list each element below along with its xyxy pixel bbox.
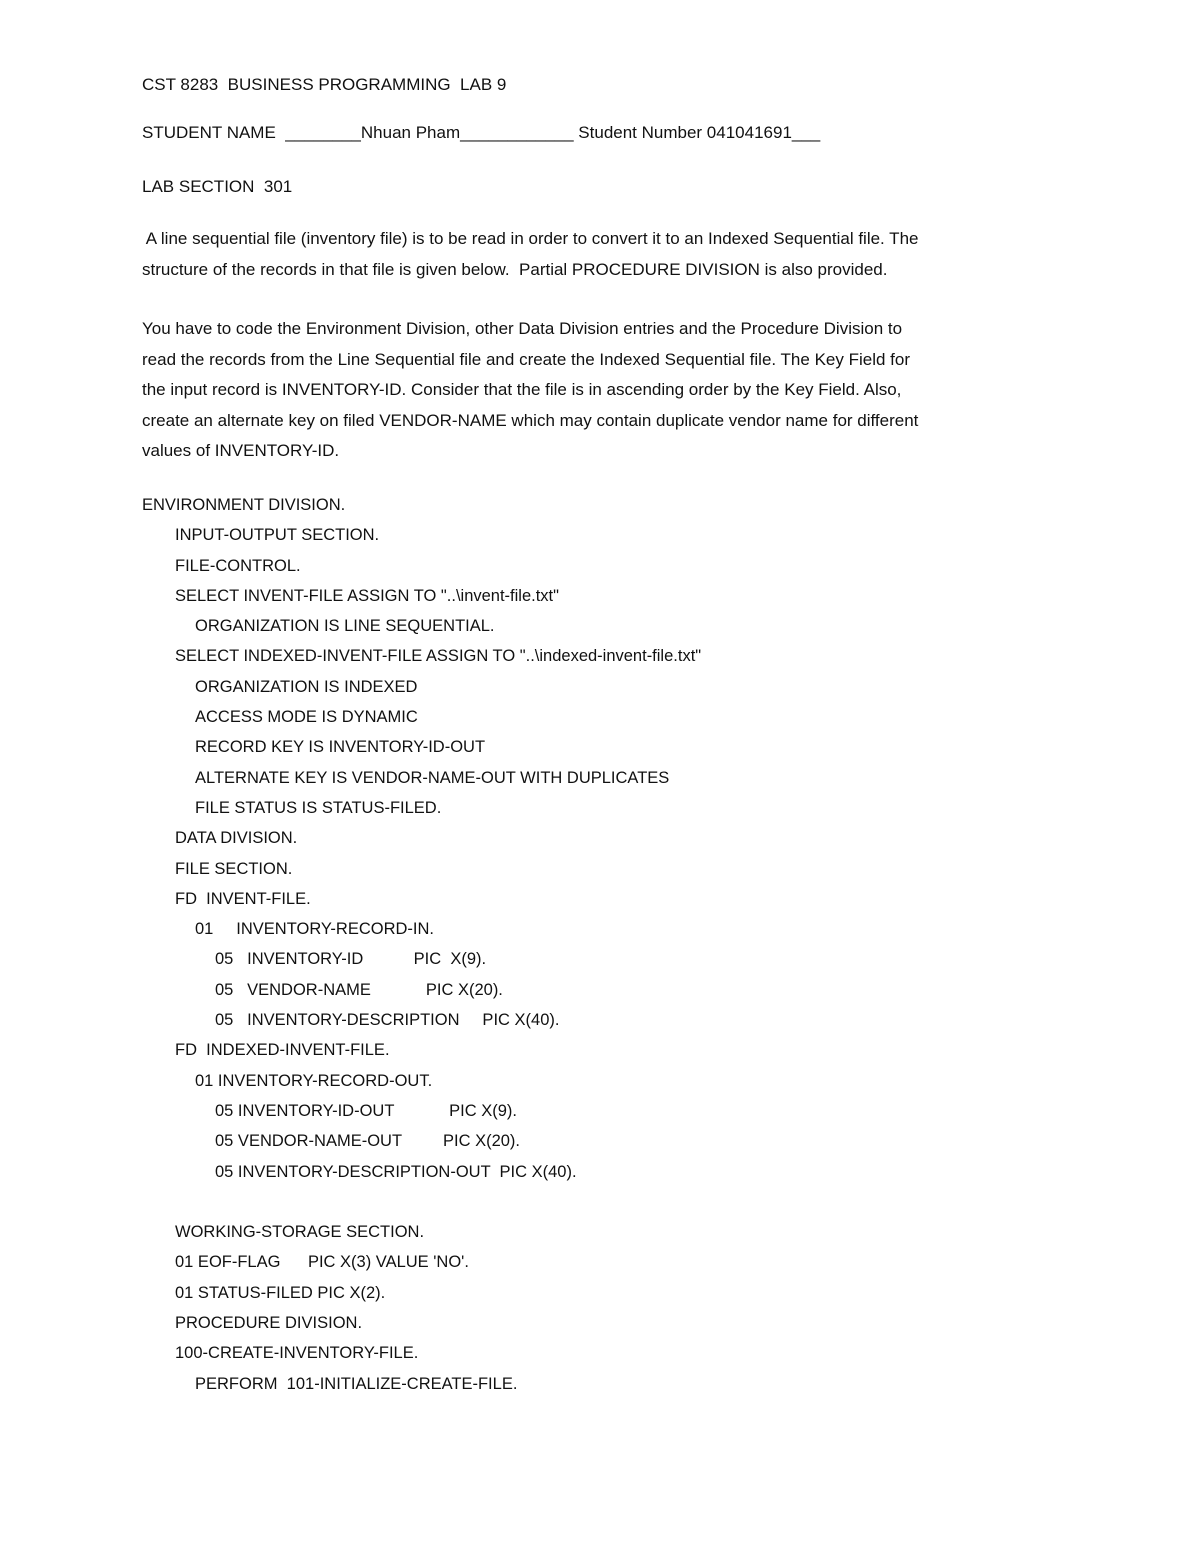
code-line: ACCESS MODE IS DYNAMIC — [195, 708, 418, 727]
document-title: CST 8283 BUSINESS PROGRAMMING LAB 9 — [142, 75, 507, 94]
intro-paragraph-2-line-4: create an alternate key on filed VENDOR-NAME which may contain duplicate vendor name for different — [142, 411, 919, 430]
code-line: INPUT-OUTPUT SECTION. — [175, 526, 380, 545]
cobol-code-listing — [142, 490, 701, 1399]
code-line: ORGANIZATION IS INDEXED — [195, 677, 418, 696]
code-line: 01 STATUS-FILED PIC X(2). — [175, 1283, 386, 1302]
code-blank-line — [142, 1187, 701, 1217]
code-line: 01 EOF-FLAG PIC X(3) VALUE 'NO'. — [175, 1253, 469, 1272]
code-line: FD INDEXED-INVENT-FILE. — [175, 1041, 390, 1060]
intro-paragraph-1-line-2: structure of the records in that file is given below. Partial PROCEDURE DIVISION is also provided. — [142, 260, 888, 279]
code-line: ORGANIZATION IS LINE SEQUENTIAL. — [195, 617, 495, 636]
code-line: 05 INVENTORY-ID PIC X(9). — [215, 950, 487, 969]
code-line: ALTERNATE KEY IS VENDOR-NAME-OUT WITH DUPLICATES — [195, 768, 670, 787]
intro-paragraph-2-line-3: the input record is INVENTORY-ID. Consider that the file is in ascending order by the Key Field. Also, — [142, 380, 902, 399]
code-line: 05 INVENTORY-DESCRIPTION PIC X(40). — [215, 1011, 560, 1030]
code-line: FD INVENT-FILE. — [175, 889, 311, 908]
intro-paragraph-2-line-2: read the records from the Line Sequential file and create the Indexed Sequential file. The Key Field for — [142, 350, 910, 369]
code-line: ENVIRONMENT DIVISION. — [142, 496, 346, 514]
code-line: 01 INVENTORY-RECORD-IN. — [195, 920, 435, 939]
intro-paragraph-1-line-1: A line sequential file (inventory file) is to be read in order to convert it to an Indexed Sequential file. The — [142, 229, 919, 248]
code-line: FILE SECTION. — [175, 859, 293, 878]
code-line: WORKING-STORAGE SECTION. — [175, 1223, 425, 1242]
code-line: FILE STATUS IS STATUS-FILED. — [195, 798, 442, 817]
code-line: 100-CREATE-INVENTORY-FILE. — [175, 1344, 419, 1363]
code-line: 05 INVENTORY-ID-OUT PIC X(9). — [215, 1101, 517, 1120]
intro-paragraph-2-line-1: You have to code the Environment Division, other Data Division entries and the Procedure Division to — [142, 319, 903, 338]
code-line: RECORD KEY IS INVENTORY-ID-OUT — [195, 738, 486, 757]
student-info-line: STUDENT NAME ________Nhuan Pham____________ Student Number 041041691___ — [142, 123, 821, 142]
code-line: 05 INVENTORY-DESCRIPTION-OUT PIC X(40). — [215, 1162, 577, 1181]
lab-section-line: LAB SECTION 301 — [142, 177, 293, 196]
intro-paragraph-2-line-5: values of INVENTORY-ID. — [142, 441, 340, 460]
code-line: DATA DIVISION. — [175, 829, 298, 848]
code-line: 05 VENDOR-NAME PIC X(20). — [215, 980, 503, 999]
code-line: SELECT INVENT-FILE ASSIGN TO "..\invent-file.txt" — [175, 586, 560, 605]
code-line: PROCEDURE DIVISION. — [175, 1314, 363, 1333]
code-line: FILE-CONTROL. — [175, 556, 301, 575]
code-line: 05 VENDOR-NAME-OUT PIC X(20). — [215, 1132, 521, 1151]
code-line: PERFORM 101-INITIALIZE-CREATE-FILE. — [195, 1374, 518, 1393]
code-line: SELECT INDEXED-INVENT-FILE ASSIGN TO "..\indexed-invent-file.txt" — [175, 647, 702, 666]
code-line: 01 INVENTORY-RECORD-OUT. — [195, 1071, 433, 1090]
